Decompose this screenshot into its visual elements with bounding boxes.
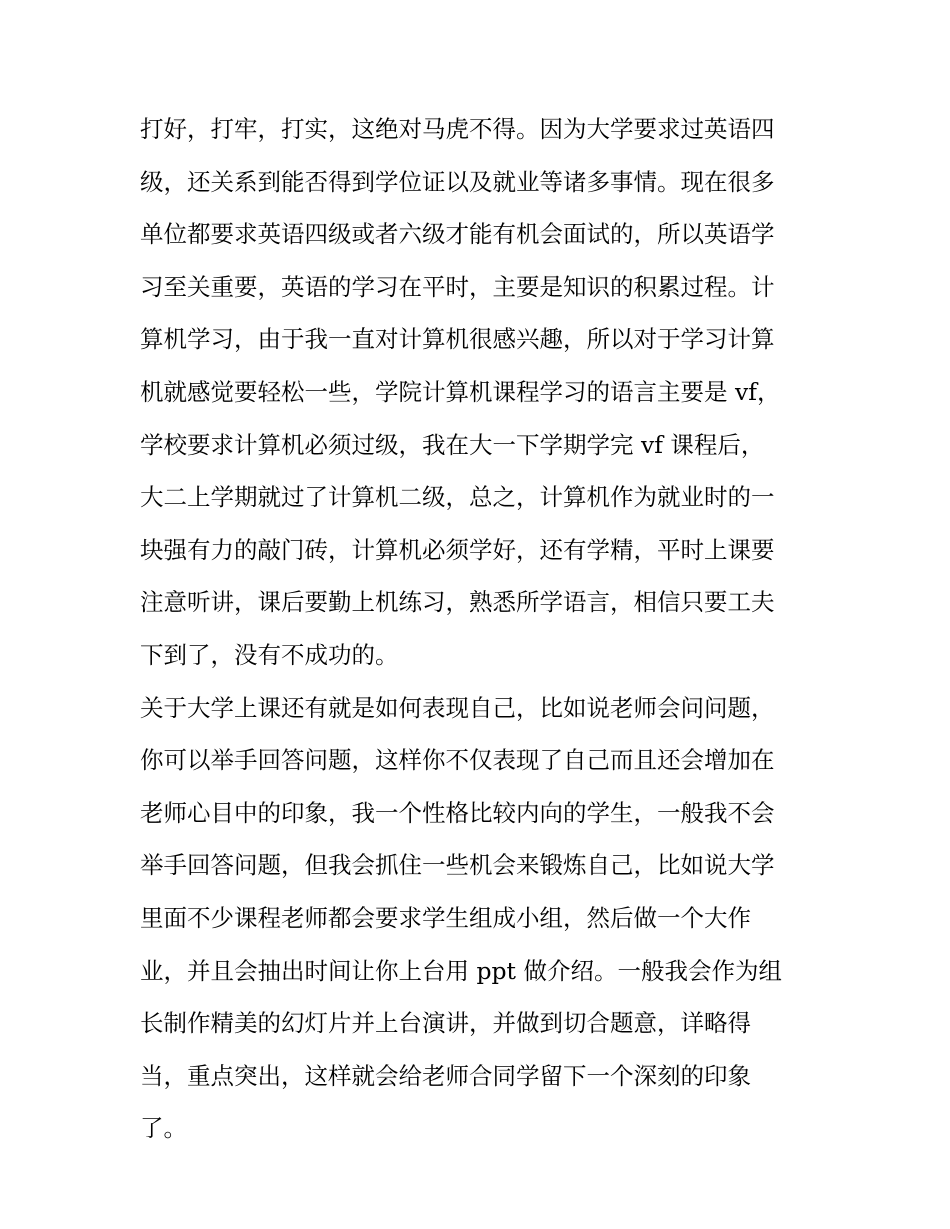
text-line: 长制作精美的幻灯片并上台演讲，并做到切合题意，详略得 [140,1009,751,1038]
text-line: 你可以举手回答问题，这样你不仅表现了自己而且还会增加在 [140,746,775,775]
text-line: 机就感觉要轻松一些，学院计算机课程学习的语言主要是 vf， [140,377,781,406]
text-line: 里面不少课程老师都会要求学生组成小组，然后做一个大作 [140,903,751,932]
paragraph-class-performance [140,682,820,1155]
text-line: 业，并且会抽出时间让你上台用 ppt 做介绍。一般我会作为组 [140,956,782,985]
text-line: 了。 [140,1114,187,1143]
text-line: 当，重点突出，这样就会给老师合同学留下一个深刻的印象 [140,1061,751,1090]
body-text [140,103,820,1155]
text-line: 块强有力的敲门砖，计算机必须学好，还有学精，平时上课要 [140,535,775,564]
text-line: 打好，打牢，打实，这绝对马虎不得。因为大学要求过英语四 [140,115,775,143]
text-line: 下到了，没有不成功的。 [140,640,399,669]
text-line: 学校要求计算机必须过级，我在大一下学期学完 vf 课程后， [140,430,765,459]
text-line: 大二上学期就过了计算机二级，总之，计算机作为就业时的一 [140,483,775,512]
paragraph-computer-study [140,103,820,682]
text-line: 级，还关系到能否得到学位证以及就业等诸多事情。现在很多 [140,167,775,196]
text-line: 习至关重要，英语的学习在平时，主要是知识的积累过程。计 [140,272,775,301]
text-line: 老师心目中的印象，我一个性格比较内向的学生，一般我不会 [140,798,775,827]
text-line: 算机学习，由于我一直对计算机很感兴趣，所以对于学习计算 [140,325,775,354]
text-line: 举手回答问题，但我会抓住一些机会来锻炼自己，比如说大学 [140,851,775,880]
text-line: 注意听讲，课后要勤上机练习，熟悉所学语言，相信只要工夫 [140,588,775,617]
text-line: 单位都要求英语四级或者六级才能有机会面试的，所以英语学 [140,220,775,249]
text-line: 关于大学上课还有就是如何表现自己，比如说老师会问问题， [140,693,775,722]
